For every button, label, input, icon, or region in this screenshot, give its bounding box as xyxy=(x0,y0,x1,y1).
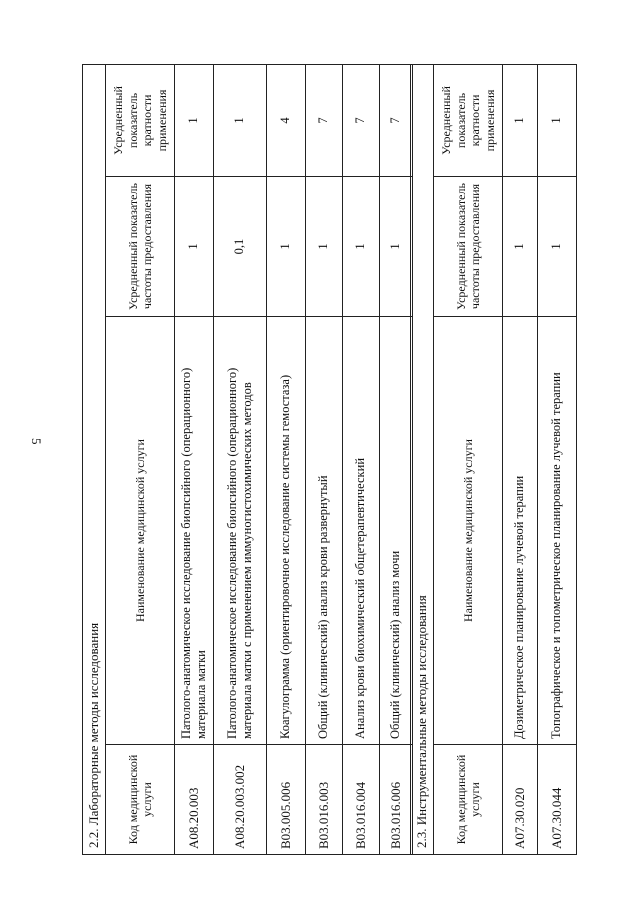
service-code: B03.016.006 xyxy=(380,745,413,855)
frequency-value: 1 xyxy=(380,177,413,317)
section-title: 2.2. Лабораторные методы исследования xyxy=(83,64,106,854)
table-row xyxy=(214,64,267,854)
service-name: Дозиметрическое планирование лучевой терапии xyxy=(503,317,538,745)
service-code: A08.20.003.002 xyxy=(214,745,267,855)
service-code: B03.016.003 xyxy=(306,745,343,855)
column-header-name: Наименование медицинской услуги xyxy=(434,317,503,745)
column-header-frequency: Усредненный показатель частоты предоставления xyxy=(434,177,503,317)
column-header-multiplicity: Усредненный показатель кратности применения xyxy=(434,64,503,176)
table-row xyxy=(306,64,343,854)
table-row xyxy=(343,64,380,854)
service-code: A08.20.003 xyxy=(175,745,214,855)
multiplicity-value: 1 xyxy=(503,64,538,176)
multiplicity-value: 7 xyxy=(380,64,413,176)
service-name: Общий (клинический) анализ мочи xyxy=(380,317,413,745)
service-code: B03.016.004 xyxy=(343,745,380,855)
service-name: Патолого-анатомическое исследование биопсийного (операционного) материала матки xyxy=(175,317,214,745)
frequency-value: 1 xyxy=(175,177,214,317)
table-row xyxy=(503,64,538,854)
service-name: Анализ крови биохимический общетерапевтический xyxy=(343,317,380,745)
service-name: Патолого-анатомическое исследование биопсийного (операционного) материала матки с применением иммуногистохимических методов xyxy=(214,317,267,745)
column-header-name: Наименование медицинской услуги xyxy=(106,317,175,745)
service-name: Коагулограмма (ориентировочное исследование системы гемостаза) xyxy=(267,317,306,745)
frequency-value: 1 xyxy=(267,177,306,317)
frequency-value: 1 xyxy=(503,177,538,317)
service-code: A07.30.020 xyxy=(503,745,538,855)
service-name: Общий (клинический) анализ крови развернутый xyxy=(306,317,343,745)
table-row xyxy=(538,64,577,854)
frequency-value: 0,1 xyxy=(214,177,267,317)
section-title: 2.3. Инструментальные методы исследования xyxy=(411,64,434,854)
multiplicity-value: 1 xyxy=(175,64,214,176)
multiplicity-value: 7 xyxy=(343,64,380,176)
page-number: 5 xyxy=(29,438,44,445)
table-row xyxy=(380,64,413,854)
lab-methods-table xyxy=(82,65,413,855)
multiplicity-value: 4 xyxy=(267,64,306,176)
multiplicity-value: 7 xyxy=(306,64,343,176)
table-row xyxy=(175,64,214,854)
column-header-code: Код медицинской услуги xyxy=(106,745,175,855)
column-header-code: Код медицинской услуги xyxy=(434,745,503,855)
frequency-value: 1 xyxy=(306,177,343,317)
service-name: Топографическое и топометрическое планирование лучевой терапии xyxy=(538,317,577,745)
multiplicity-value: 1 xyxy=(214,64,267,176)
frequency-value: 1 xyxy=(538,177,577,317)
column-header-multiplicity: Усредненный показатель кратности применения xyxy=(106,64,175,176)
table-row xyxy=(267,64,306,854)
service-code: A07.30.044 xyxy=(538,745,577,855)
column-header-frequency: Усредненный показатель частоты предоставления xyxy=(106,177,175,317)
service-code: B03.005.006 xyxy=(267,745,306,855)
instrumental-methods-table xyxy=(410,65,577,855)
frequency-value: 1 xyxy=(343,177,380,317)
multiplicity-value: 1 xyxy=(538,64,577,176)
